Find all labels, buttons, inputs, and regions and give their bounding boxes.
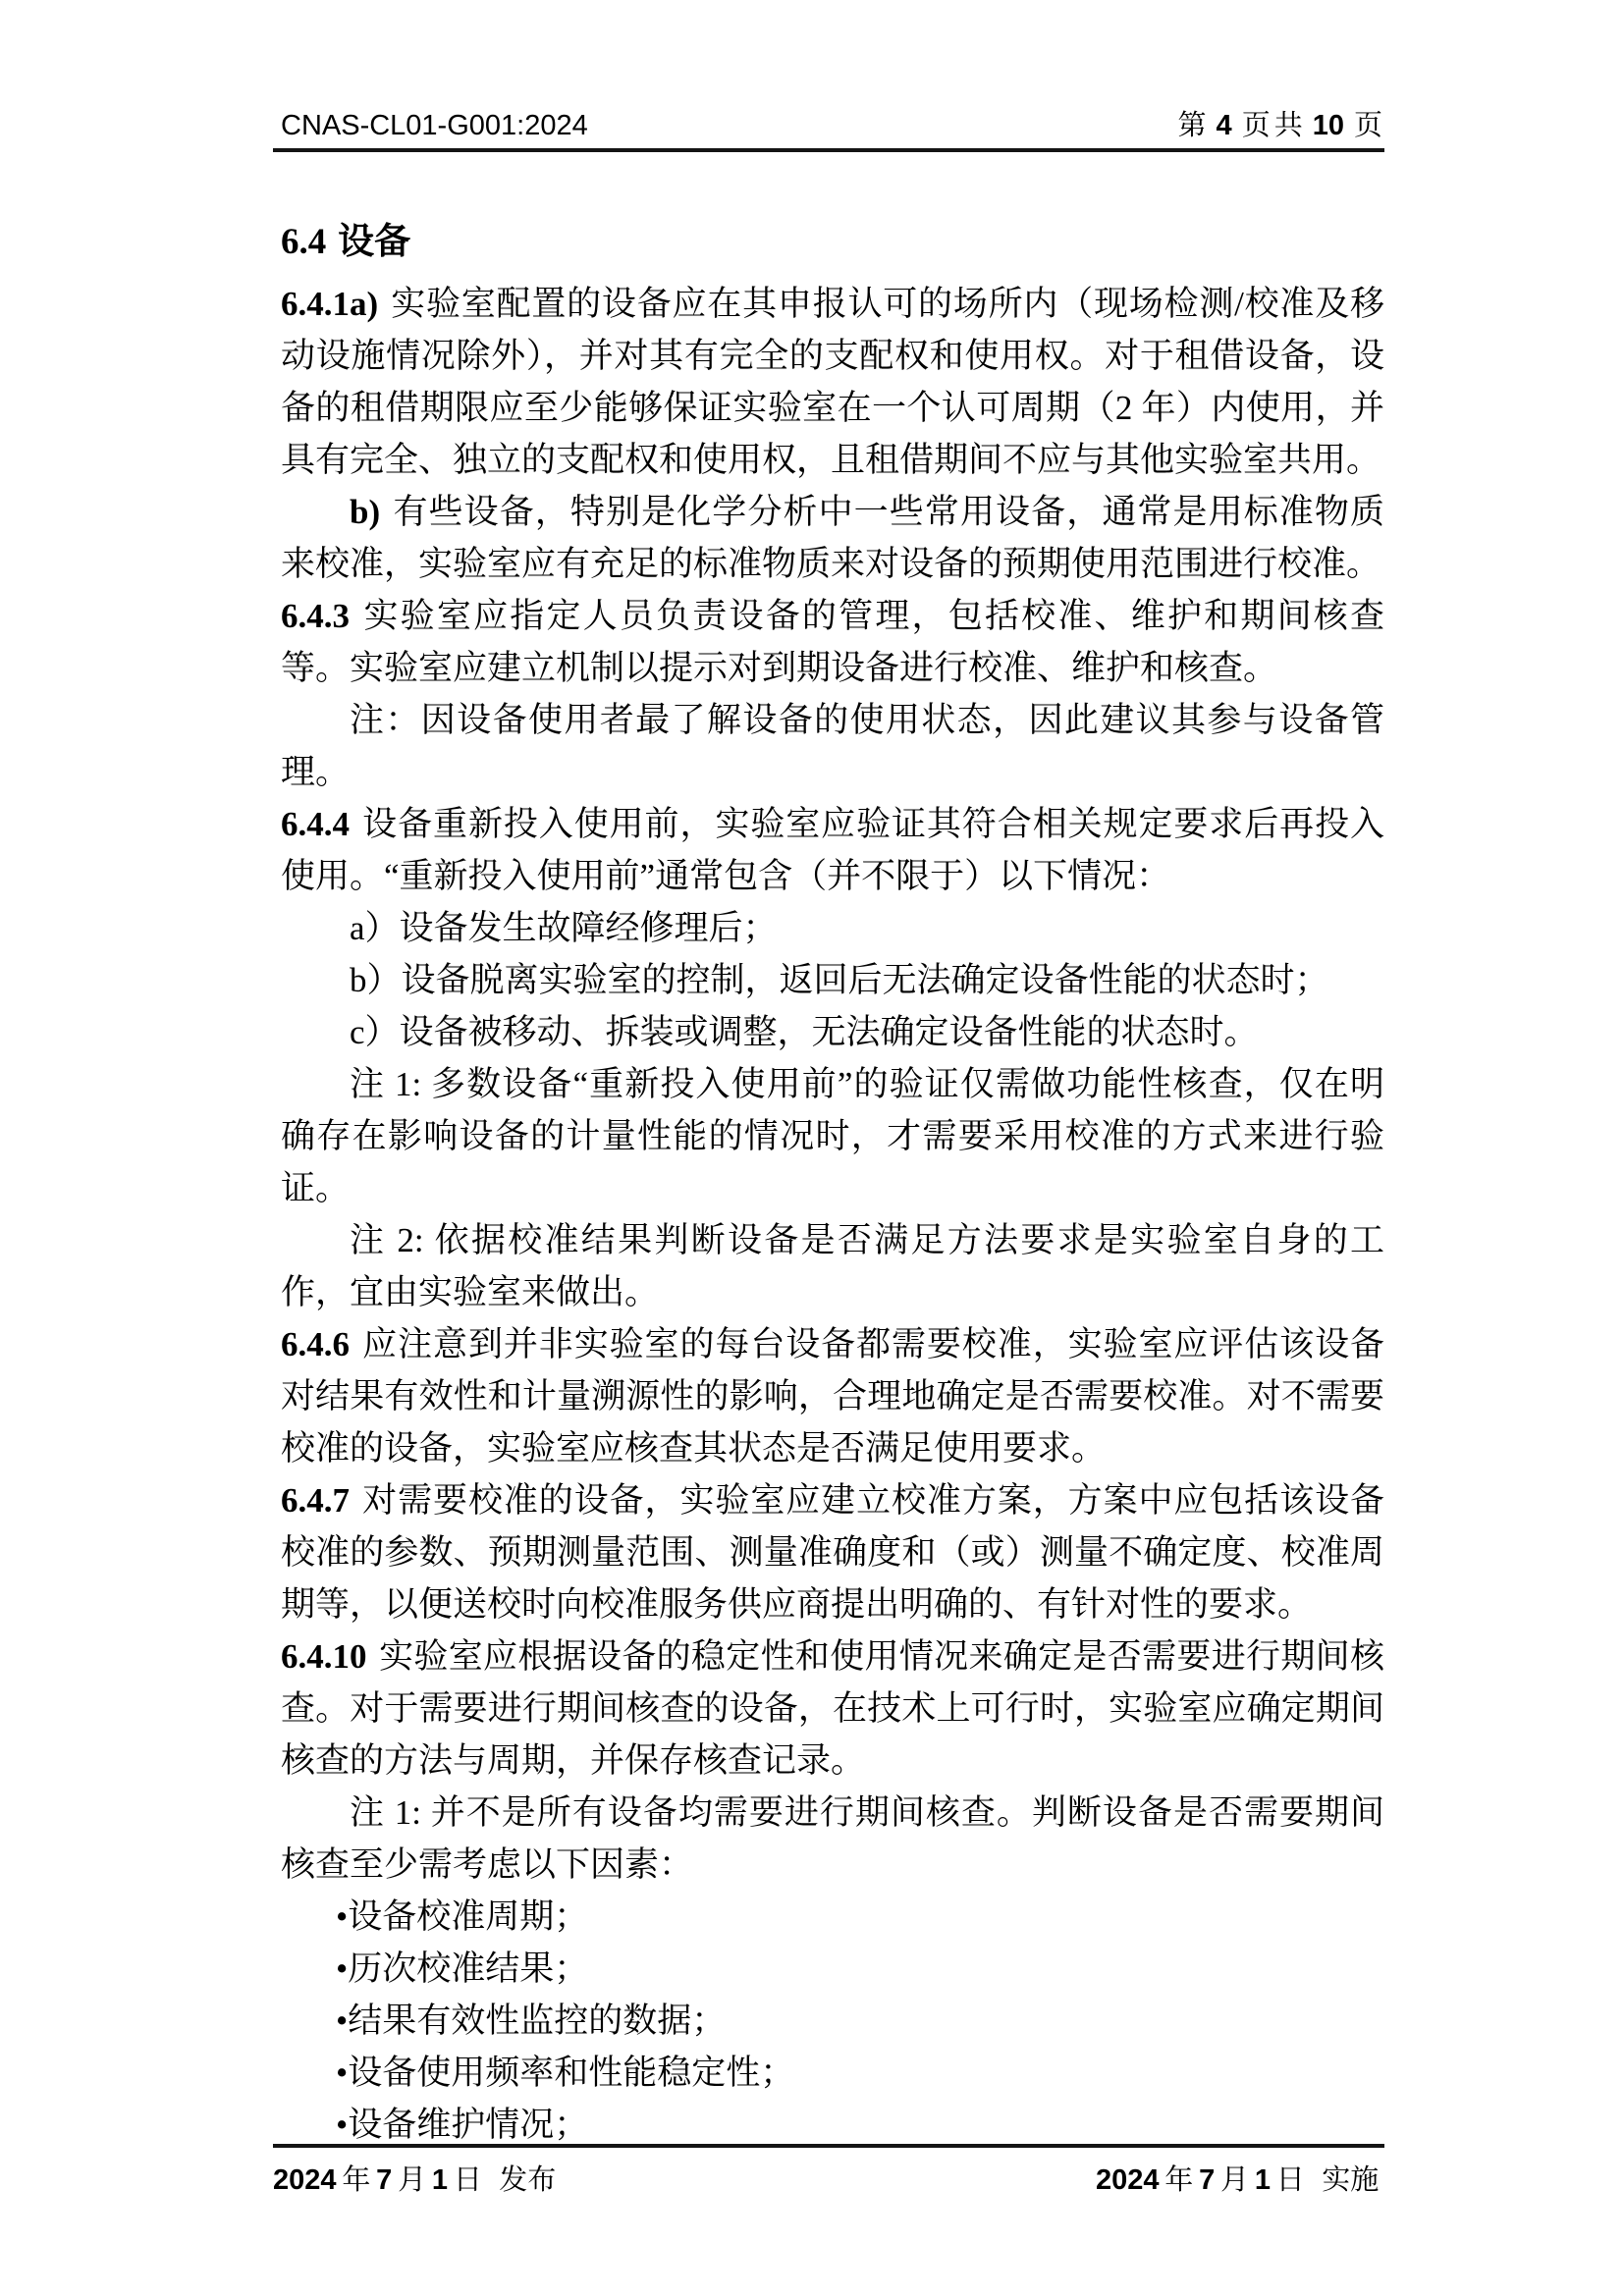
note-text: 注：因设备使用者最了解设备的使用状态，因此建议其参与设备管理。: [281, 701, 1384, 791]
bullet-text: 设备校准周期；: [348, 1897, 589, 1936]
page-word: 第: [1177, 110, 1207, 141]
note-1-6-4-4: [281, 1058, 1384, 1214]
publish-month: 7: [376, 2164, 393, 2196]
page-header: [273, 110, 1384, 152]
month-label: 月: [398, 2164, 427, 2196]
clause-label: b): [350, 493, 381, 531]
bullet-glyph: •: [336, 1897, 349, 1936]
implement-date: [1096, 2163, 1384, 2197]
page-indicator: [1176, 110, 1384, 141]
bullet-text: 设备使用频率和性能稳定性；: [348, 2054, 795, 2092]
bullet-glyph: •: [336, 1949, 349, 1988]
page-footer: [273, 2144, 1384, 2197]
note-text: 注 1: 并不是所有设备均需要进行期间核查。判断设备是否需要期间核查至少需考虑以下因素：: [281, 1793, 1384, 1884]
clause-label: 6.4.3: [281, 597, 350, 635]
total-page-number: 10: [1312, 110, 1344, 141]
list-item-b: [281, 954, 1384, 1006]
page-word: 共: [1273, 110, 1303, 141]
clause-text: 应注意到并非实验室的每台设备都需要校准，实验室应评估该设备对结果有效性和计量溯源性的影响，合理地确定是否需要校准。对不需要校准的设备，实验室应核查其状态是否满足使用要求。: [281, 1325, 1384, 1468]
bullet-item-calibration-interval: [281, 1891, 1384, 1943]
section-title: 设备: [338, 222, 411, 262]
page-word: 页: [1353, 110, 1382, 141]
bullet-item-past-results: [281, 1943, 1384, 1995]
implement-action-label: 实施: [1322, 2164, 1380, 2196]
month-label: 月: [1220, 2164, 1250, 2196]
clause-label: 6.4.7: [281, 1481, 350, 1520]
section-number: 6.4: [281, 222, 327, 262]
bullet-item-usage-frequency: [281, 2047, 1384, 2099]
paragraph-6-4-1a: [281, 278, 1384, 486]
bullet-glyph: •: [336, 2054, 349, 2092]
clause-text: 有些设备，特别是化学分析中一些常用设备，通常是用标准物质来校准，实验室应有充足的标准物质来对设备的预期使用范围进行校准。: [281, 493, 1384, 583]
publish-year: 2024: [273, 2164, 337, 2196]
list-item-text: b）设备脱离实验室的控制，返回后无法确定设备性能的状态时；: [350, 961, 1329, 999]
implement-day: 1: [1254, 2164, 1271, 2196]
implement-year: 2024: [1095, 2164, 1160, 2196]
document-body: [281, 216, 1384, 2151]
paragraph-6-4-6: [281, 1318, 1384, 1474]
note-1-6-4-10: [281, 1787, 1384, 1891]
list-item-a: [281, 902, 1384, 954]
bullet-text: 历次校准结果；: [348, 1949, 589, 1988]
year-label: 年: [342, 2164, 371, 2196]
clause-text: 实验室应指定人员负责设备的管理，包括校准、维护和期间核查等。实验室应建立机制以提示对到期设备进行校准、维护和核查。: [281, 597, 1384, 687]
current-page-number: 4: [1216, 110, 1232, 141]
clause-text: 设备重新投入使用前，实验室应验证其符合相关规定要求后再投入使用。“重新投入使用前”通常包含（并不限于）以下情况：: [281, 805, 1384, 895]
clause-label: 6.4.6: [281, 1325, 350, 1363]
publish-action-label: 发布: [499, 2164, 557, 2196]
publish-day: 1: [431, 2164, 449, 2196]
clause-text: 实验室应根据设备的稳定性和使用情况来确定是否需要进行期间核查。对于需要进行期间核查的设备，在技术上可行时，实验室应确定期间核查的方法与周期，并保存核查记录。: [281, 1637, 1384, 1780]
paragraph-6-4-3: [281, 590, 1384, 694]
implement-month: 7: [1199, 2164, 1216, 2196]
paragraph-6-4-10: [281, 1630, 1384, 1787]
note-2-6-4-4: [281, 1214, 1384, 1318]
list-item-c: [281, 1006, 1384, 1058]
section-heading: [281, 216, 1384, 268]
day-label: 日: [453, 2164, 482, 2196]
bullet-glyph: •: [336, 2002, 349, 2040]
bullet-text: 结果有效性监控的数据；: [348, 2002, 727, 2040]
bullet-text: 设备维护情况；: [348, 2106, 589, 2144]
bullet-glyph: •: [336, 2106, 349, 2144]
year-label: 年: [1164, 2164, 1194, 2196]
note-text: 注 2: 依据校准结果判断设备是否满足方法要求是实验室自身的工作，宜由实验室来做出。: [281, 1221, 1384, 1311]
clause-text: 实验室配置的设备应在其申报认可的场所内（现场检测/校准及移动设施情况除外），并对其有完全的支配权和使用权。对于租借设备，设备的租借期限应至少能够保证实验室在一个认可周期（2 年）内使用，并具有完全、独立的支配权和使用权，且租借期间不应与其他实验室共用。: [281, 285, 1384, 479]
note-text: 注 1: 多数设备“重新投入使用前”的验证仅需做功能性核查，仅在明确存在影响设备的计量性能的情况时，才需要采用校准的方式来进行验证。: [281, 1065, 1384, 1207]
bullet-item-validity-monitoring: [281, 1995, 1384, 2047]
day-label: 日: [1275, 2164, 1305, 2196]
paragraph-6-4-1b: [281, 486, 1384, 590]
publish-date: [273, 2163, 562, 2197]
paragraph-6-4-4: [281, 798, 1384, 902]
note-6-4-3: [281, 694, 1384, 798]
page-word: 页: [1241, 110, 1271, 141]
paragraph-6-4-7: [281, 1474, 1384, 1630]
clause-label: 6.4.10: [281, 1637, 367, 1676]
clause-label: 6.4.4: [281, 805, 350, 843]
clause-text: 对需要校准的设备，实验室应建立校准方案，方案中应包括该设备校准的参数、预期测量范围、测量准确度和（或）测量不确定度、校准周期等，以便送校时向校准服务供应商提出明确的、有针对性的要求。: [281, 1481, 1384, 1624]
list-item-text: a）设备发生故障经修理后；: [350, 909, 778, 947]
list-item-text: c）设备被移动、拆装或调整，无法确定设备性能的状态时。: [350, 1013, 1259, 1051]
clause-label: 6.4.1a): [281, 285, 379, 323]
document-code: CNAS-CL01-G001:2024: [281, 110, 588, 141]
